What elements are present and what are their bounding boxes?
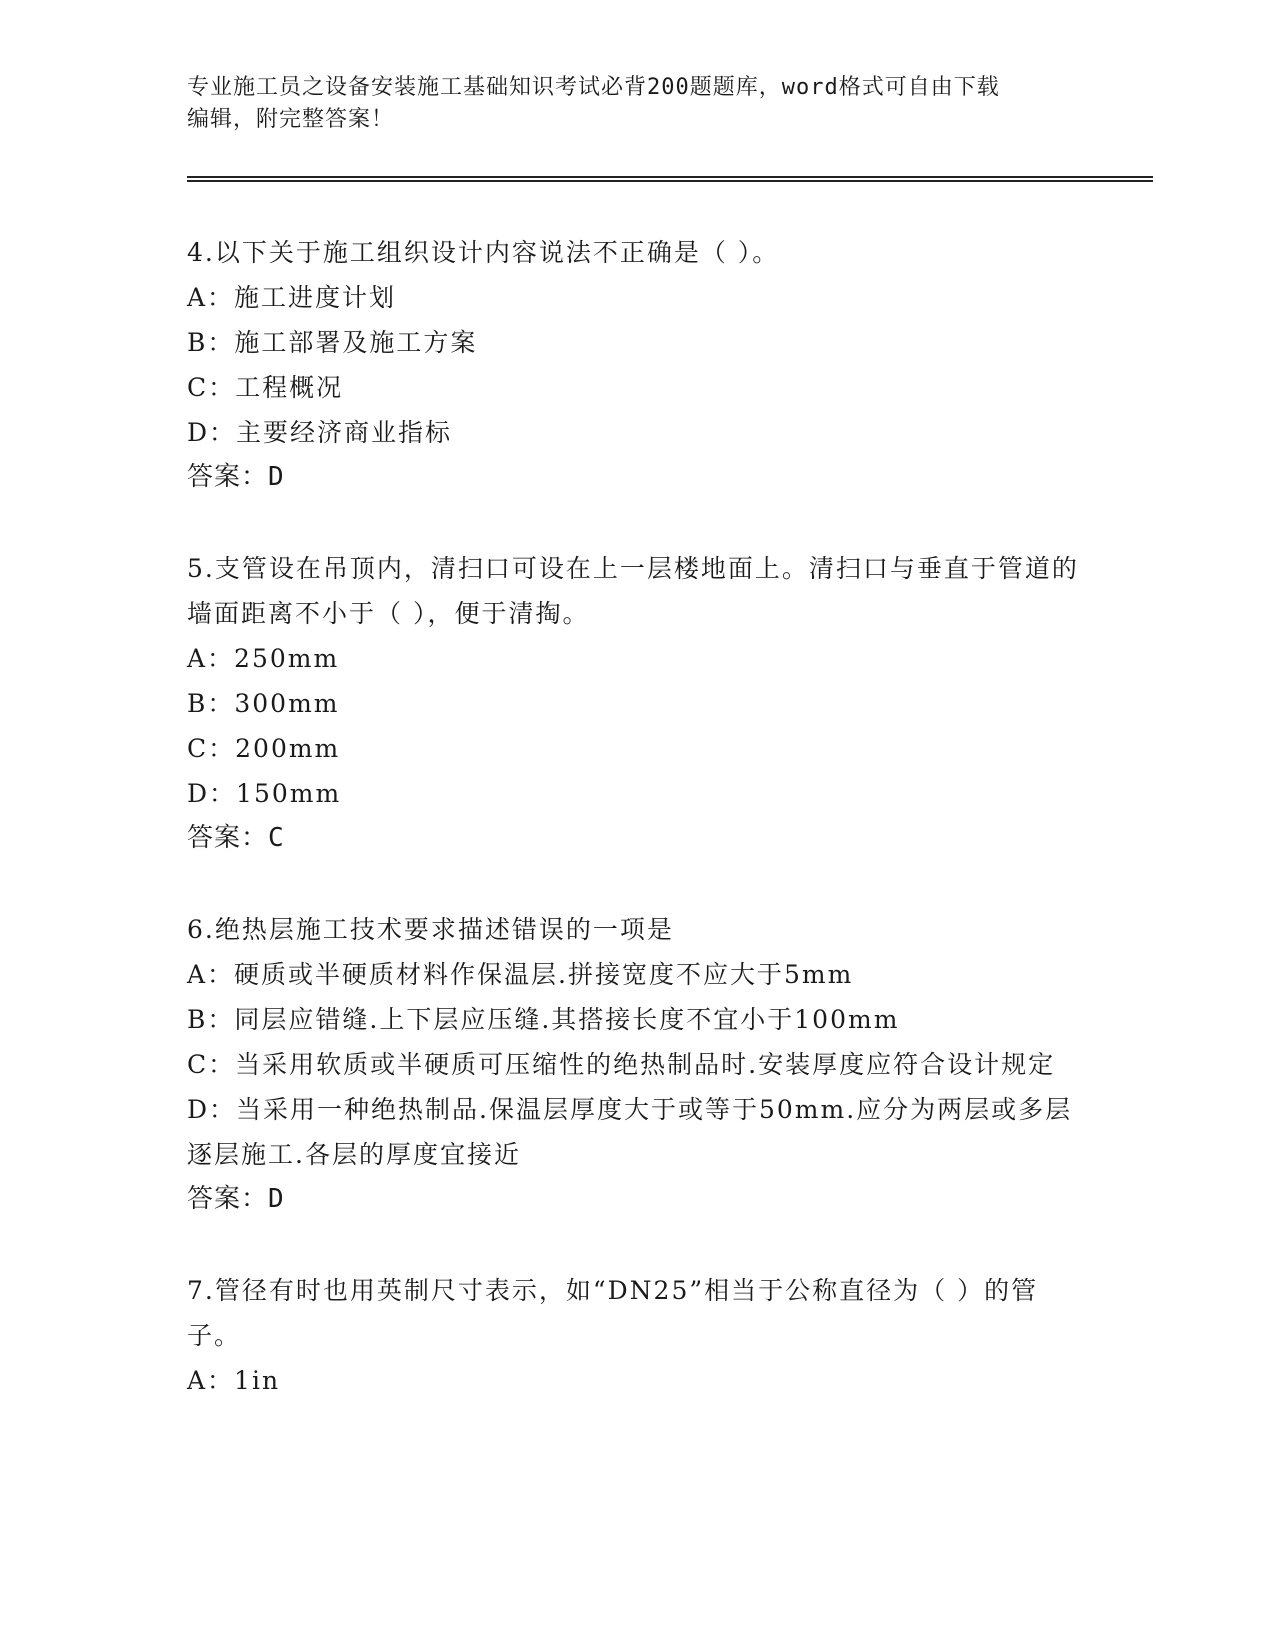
header-divider bbox=[187, 176, 1153, 182]
answer-label: 答案： bbox=[187, 823, 269, 853]
question-7 bbox=[187, 1268, 1087, 1403]
option-a: A：施工进度计划 bbox=[187, 283, 397, 312]
option-b: B：施工部署及施工方案 bbox=[187, 328, 478, 357]
option-b: B：300mm bbox=[187, 689, 340, 718]
answer-value: D bbox=[268, 1184, 285, 1214]
option-a: A：硬质或半硬质材料作保温层.拼接宽度不应大于5mm bbox=[187, 960, 854, 989]
document-header bbox=[187, 72, 1067, 136]
option-b: B：同层应错缝.上下层应压缝.其搭接长度不宜小于100mm bbox=[187, 1005, 900, 1034]
option-d: D：当采用一种绝热制品.保温层厚度大于或等于50mm.应分为两层或多层逐层施工.各层的厚度宜接近 bbox=[187, 1095, 1073, 1169]
answer-line bbox=[187, 816, 1087, 861]
option-c: C：工程概况 bbox=[187, 373, 344, 402]
answer-line bbox=[187, 455, 1087, 500]
option-a: A：250mm bbox=[187, 644, 340, 673]
question-stem: 7.管径有时也用英制尺寸表示，如“DN25”相当于公称直径为（ ）的管子。 bbox=[187, 1276, 1039, 1350]
option-c: C：当采用软质或半硬质可压缩性的绝热制品时.安装厚度应符合设计规定 bbox=[187, 1050, 1056, 1079]
answer-line bbox=[187, 1177, 1087, 1222]
header-line-2: 编辑，附完整答案！ bbox=[187, 107, 395, 132]
option-c: C：200mm bbox=[187, 734, 341, 763]
option-d: D：150mm bbox=[187, 779, 342, 808]
question-6 bbox=[187, 907, 1087, 1222]
question-5 bbox=[187, 546, 1087, 861]
answer-value: D bbox=[268, 462, 285, 492]
question-list bbox=[187, 230, 1087, 1449]
option-d: D：主要经济商业指标 bbox=[187, 418, 453, 447]
answer-value: C bbox=[268, 823, 285, 853]
question-stem: 6.绝热层施工技术要求描述错误的一项是 bbox=[187, 915, 674, 944]
answer-label: 答案： bbox=[187, 1184, 269, 1214]
answer-label: 答案： bbox=[187, 462, 269, 492]
option-a: A：1in bbox=[187, 1366, 281, 1395]
question-stem: 5.支管设在吊顶内，清扫口可设在上一层楼地面上。清扫口与垂直于管道的墙面距离不小于（ ），便于清掏。 bbox=[187, 554, 1079, 628]
question-stem: 4.以下关于施工组织设计内容说法不正确是（ ）。 bbox=[187, 238, 780, 267]
question-4 bbox=[187, 230, 1087, 500]
header-line-1: 专业施工员之设备安装施工基础知识考试必背200题题库，word格式可自由下载 bbox=[187, 75, 1000, 100]
